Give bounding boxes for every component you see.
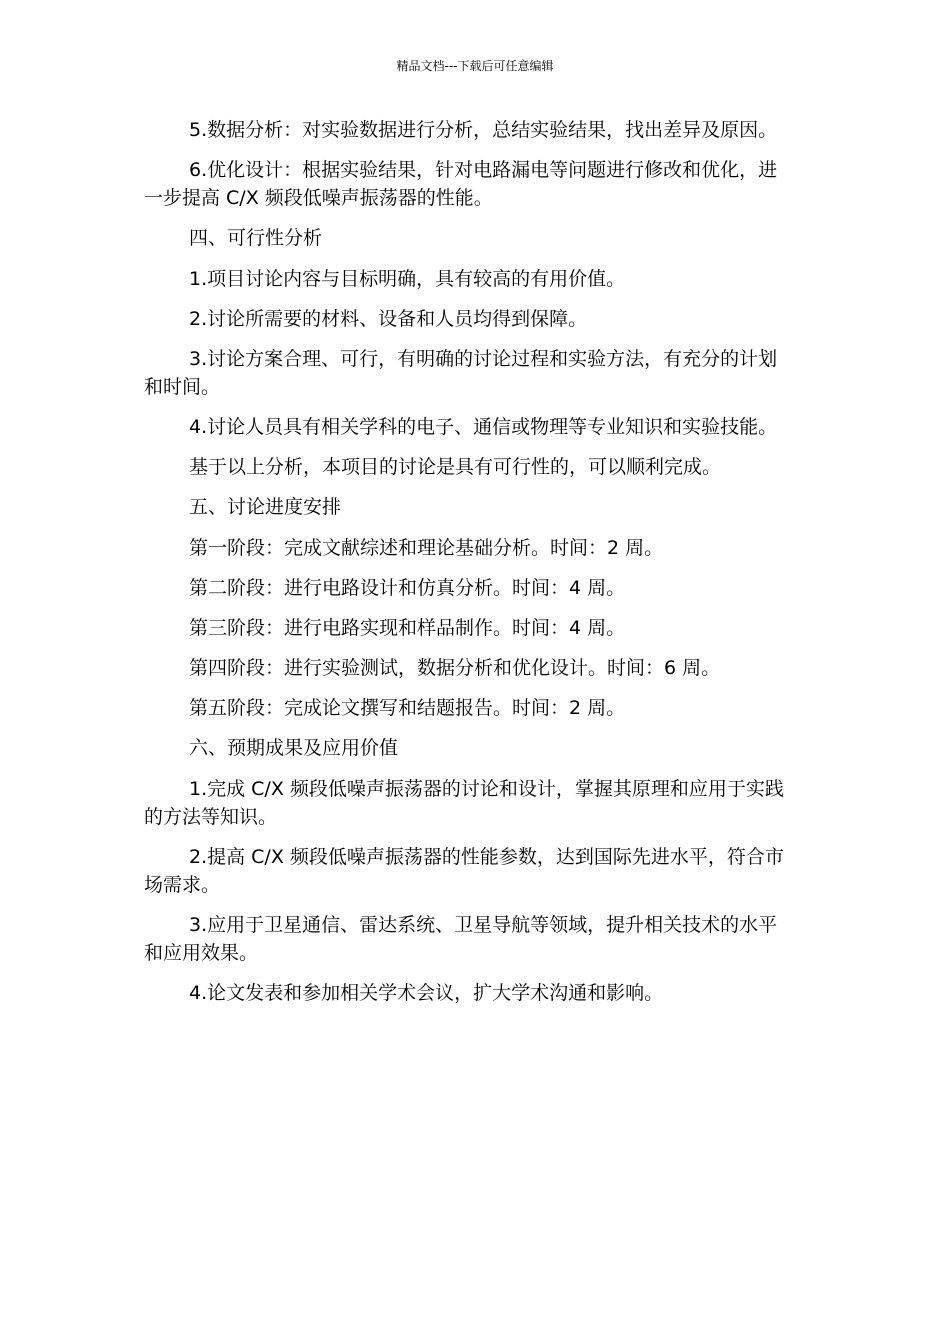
paragraph-schedule-stage-5: 第五阶段：完成论文撰写和结题报告。时间：2 周。: [189, 697, 626, 719]
paragraph-schedule-stage-4: 第四阶段：进行实验测试，数据分析和优化设计。时间：6 周。: [189, 657, 721, 679]
paragraph-optimization-design: 6.优化设计：根据实验结果，针对电路漏电等问题进行修改和优化，进一步提高 C/X 频段低噪声振荡器的性能。: [144, 159, 778, 209]
paragraph-schedule-stage-3: 第三阶段：进行电路实现和样品制作。时间：4 周。: [189, 617, 626, 639]
paragraph-feasibility-conclusion: 基于以上分析，本项目的讨论是具有可行性的，可以顺利完成。: [189, 456, 722, 478]
paragraph-result-4: 4.论文发表和参加相关学术会议，扩大学术沟通和影响。: [189, 982, 664, 1004]
section-heading-schedule: 五、讨论进度安排: [189, 496, 342, 518]
paragraph-data-analysis: 5.数据分析：对实验数据进行分析，总结实验结果，找出差异及原因。: [189, 119, 778, 141]
document-body: [144, 116, 796, 1019]
section-heading-expected-results: 六、预期成果及应用价值: [189, 737, 399, 759]
paragraph-feasibility-3: 3.讨论方案合理、可行，有明确的讨论过程和实验方法，有充分的计划和时间。: [144, 348, 778, 398]
paragraph-feasibility-1: 1.项目讨论内容与目标明确，具有较高的有用价值。: [189, 268, 626, 290]
paragraph-result-1: 1.完成 C/X 频段低噪声振荡器的讨论和设计，掌握其原理和应用于实践的方法等知识。: [144, 778, 784, 828]
paragraph-result-3: 3.应用于卫星通信、雷达系统、卫星导航等领域，提升相关技术的水平和应用效果。: [144, 914, 778, 964]
page-header: 精品文档---下载后可任意编辑: [396, 59, 554, 73]
paragraph-result-2: 2.提高 C/X 频段低噪声振荡器的性能参数，达到国际先进水平，符合市场需求。: [144, 846, 784, 896]
paragraph-feasibility-4: 4.讨论人员具有相关学科的电子、通信或物理等专业知识和实验技能。: [189, 416, 778, 438]
section-heading-feasibility: 四、可行性分析: [189, 227, 323, 249]
paragraph-schedule-stage-2: 第二阶段：进行电路设计和仿真分析。时间：4 周。: [189, 577, 626, 599]
paragraph-feasibility-2: 2.讨论所需要的材料、设备和人员均得到保障。: [189, 308, 588, 330]
paragraph-schedule-stage-1: 第一阶段：完成文献综述和理论基础分析。时间：2 周。: [189, 537, 664, 559]
